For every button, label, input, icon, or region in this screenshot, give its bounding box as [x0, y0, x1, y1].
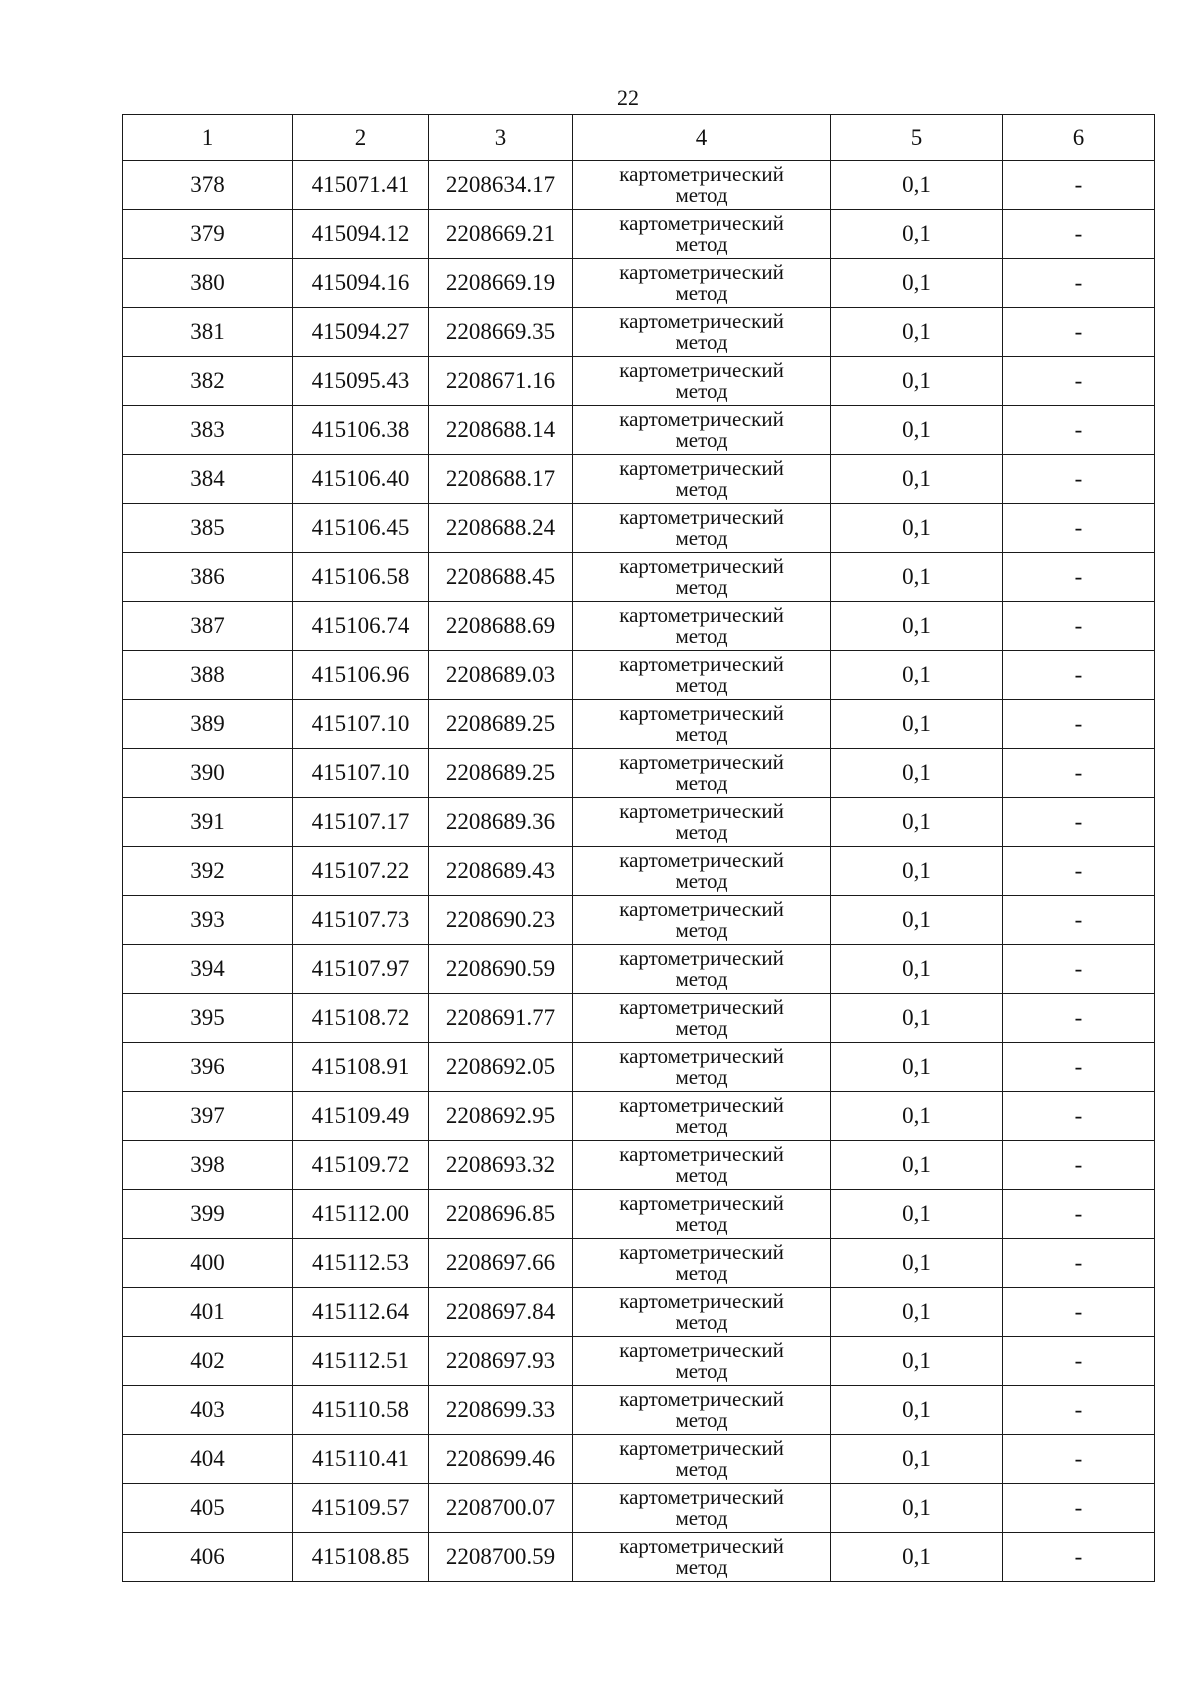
method-line-2: метод	[675, 967, 728, 991]
method-line-2: метод	[675, 575, 728, 599]
method-line-1: картометрический	[619, 1534, 784, 1558]
method-line-1: картометрический	[619, 799, 784, 823]
method-line-1: картометрический	[619, 1093, 784, 1117]
note-cell: -	[1003, 1239, 1155, 1288]
accuracy-cell: 0,1	[831, 1435, 1003, 1484]
accuracy-cell: 0,1	[831, 259, 1003, 308]
coordinate-y-cell: 2208689.25	[429, 749, 573, 798]
point-number-cell: 383	[123, 406, 293, 455]
method-line-1: картометрический	[619, 848, 784, 872]
method-line-1: картометрический	[619, 260, 784, 284]
method-cell	[573, 896, 831, 945]
method-line-2: метод	[675, 232, 728, 256]
coordinate-y-cell: 2208671.16	[429, 357, 573, 406]
table-row	[123, 1288, 1155, 1337]
accuracy-cell: 0,1	[831, 749, 1003, 798]
method-cell	[573, 553, 831, 602]
method-cell	[573, 1190, 831, 1239]
table-row	[123, 1533, 1155, 1582]
method-line-1: картометрический	[619, 1044, 784, 1068]
method-cell	[573, 749, 831, 798]
table-row	[123, 1337, 1155, 1386]
accuracy-cell: 0,1	[831, 1386, 1003, 1435]
coordinate-x-cell: 415107.10	[293, 749, 429, 798]
coordinate-y-cell: 2208634.17	[429, 161, 573, 210]
accuracy-cell: 0,1	[831, 945, 1003, 994]
coordinate-y-cell: 2208690.23	[429, 896, 573, 945]
coordinate-y-cell: 2208697.66	[429, 1239, 573, 1288]
table-row	[123, 259, 1155, 308]
table-row	[123, 1484, 1155, 1533]
method-cell	[573, 161, 831, 210]
method-line-2: метод	[675, 526, 728, 550]
accuracy-cell: 0,1	[831, 455, 1003, 504]
coordinate-y-cell: 2208669.21	[429, 210, 573, 259]
note-cell: -	[1003, 406, 1155, 455]
accuracy-cell: 0,1	[831, 1288, 1003, 1337]
method-line-2: метод	[675, 183, 728, 207]
coordinate-x-cell: 415107.73	[293, 896, 429, 945]
method-line-1: картометрический	[619, 897, 784, 921]
coordinate-x-cell: 415106.45	[293, 504, 429, 553]
coordinate-y-cell: 2208699.46	[429, 1435, 573, 1484]
note-cell: -	[1003, 357, 1155, 406]
method-line-2: метод	[675, 869, 728, 893]
point-number-cell: 388	[123, 651, 293, 700]
coordinate-x-cell: 415109.49	[293, 1092, 429, 1141]
coordinate-y-cell: 2208697.93	[429, 1337, 573, 1386]
note-cell: -	[1003, 1288, 1155, 1337]
method-cell	[573, 994, 831, 1043]
coordinate-y-cell: 2208699.33	[429, 1386, 573, 1435]
point-number-cell: 390	[123, 749, 293, 798]
accuracy-cell: 0,1	[831, 994, 1003, 1043]
table-row	[123, 161, 1155, 210]
note-cell: -	[1003, 1484, 1155, 1533]
coordinate-x-cell: 415109.57	[293, 1484, 429, 1533]
method-line-2: метод	[675, 477, 728, 501]
method-line-1: картометрический	[619, 1338, 784, 1362]
note-cell: -	[1003, 749, 1155, 798]
point-number-cell: 403	[123, 1386, 293, 1435]
note-cell: -	[1003, 1190, 1155, 1239]
coordinate-x-cell: 415110.41	[293, 1435, 429, 1484]
coordinate-x-cell: 415109.72	[293, 1141, 429, 1190]
method-line-1: картометрический	[619, 603, 784, 627]
note-cell: -	[1003, 1435, 1155, 1484]
point-number-cell: 384	[123, 455, 293, 504]
coordinate-y-cell: 2208688.45	[429, 553, 573, 602]
note-cell: -	[1003, 602, 1155, 651]
point-number-cell: 393	[123, 896, 293, 945]
coordinate-x-cell: 415106.40	[293, 455, 429, 504]
table-row	[123, 749, 1155, 798]
method-line-1: картометрический	[619, 1289, 784, 1313]
method-line-1: картометрический	[619, 701, 784, 725]
coordinate-x-cell: 415107.97	[293, 945, 429, 994]
accuracy-cell: 0,1	[831, 602, 1003, 651]
coordinate-x-cell: 415094.16	[293, 259, 429, 308]
accuracy-cell: 0,1	[831, 357, 1003, 406]
method-cell	[573, 847, 831, 896]
method-cell	[573, 504, 831, 553]
table-row	[123, 1043, 1155, 1092]
method-line-2: метод	[675, 1212, 728, 1236]
table-body	[123, 161, 1155, 1582]
method-line-1: картометрический	[619, 162, 784, 186]
accuracy-cell: 0,1	[831, 161, 1003, 210]
coordinate-x-cell: 415094.12	[293, 210, 429, 259]
coordinate-x-cell: 415095.43	[293, 357, 429, 406]
method-line-2: метод	[675, 428, 728, 452]
method-cell	[573, 700, 831, 749]
method-cell	[573, 1239, 831, 1288]
method-line-2: метод	[675, 1016, 728, 1040]
note-cell: -	[1003, 945, 1155, 994]
method-line-1: картометрический	[619, 505, 784, 529]
accuracy-cell: 0,1	[831, 1484, 1003, 1533]
coordinate-x-cell: 415110.58	[293, 1386, 429, 1435]
method-line-2: метод	[675, 1555, 728, 1579]
coordinate-y-cell: 2208693.32	[429, 1141, 573, 1190]
note-cell: -	[1003, 455, 1155, 504]
method-line-1: картометрический	[619, 1387, 784, 1411]
method-cell	[573, 406, 831, 455]
method-line-1: картометрический	[619, 946, 784, 970]
coordinate-x-cell: 415112.00	[293, 1190, 429, 1239]
table-row	[123, 1092, 1155, 1141]
point-number-cell: 397	[123, 1092, 293, 1141]
note-cell: -	[1003, 847, 1155, 896]
method-cell	[573, 210, 831, 259]
point-number-cell: 380	[123, 259, 293, 308]
coordinate-x-cell: 415108.85	[293, 1533, 429, 1582]
method-cell	[573, 651, 831, 700]
method-line-2: метод	[675, 673, 728, 697]
coordinate-y-cell: 2208689.25	[429, 700, 573, 749]
coordinate-x-cell: 415107.10	[293, 700, 429, 749]
coordinate-y-cell: 2208688.14	[429, 406, 573, 455]
accuracy-cell: 0,1	[831, 553, 1003, 602]
method-cell	[573, 1043, 831, 1092]
method-line-2: метод	[675, 1310, 728, 1334]
point-number-cell: 394	[123, 945, 293, 994]
note-cell: -	[1003, 1141, 1155, 1190]
point-number-cell: 404	[123, 1435, 293, 1484]
column-header-1: 1	[123, 115, 293, 161]
method-cell	[573, 308, 831, 357]
method-cell	[573, 798, 831, 847]
table-row	[123, 455, 1155, 504]
point-number-cell: 400	[123, 1239, 293, 1288]
table-row	[123, 798, 1155, 847]
coordinate-y-cell: 2208690.59	[429, 945, 573, 994]
method-line-1: картометрический	[619, 407, 784, 431]
page-number: 22	[617, 85, 639, 110]
table-row	[123, 406, 1155, 455]
coordinate-y-cell: 2208688.17	[429, 455, 573, 504]
method-line-1: картометрический	[619, 211, 784, 235]
table-row	[123, 896, 1155, 945]
coordinate-x-cell: 415106.74	[293, 602, 429, 651]
note-cell: -	[1003, 700, 1155, 749]
method-cell	[573, 1484, 831, 1533]
table-row	[123, 847, 1155, 896]
note-cell: -	[1003, 651, 1155, 700]
method-cell	[573, 1092, 831, 1141]
point-number-cell: 382	[123, 357, 293, 406]
point-number-cell: 399	[123, 1190, 293, 1239]
method-line-1: картометрический	[619, 456, 784, 480]
coordinate-y-cell: 2208669.35	[429, 308, 573, 357]
table-row	[123, 651, 1155, 700]
point-number-cell: 398	[123, 1141, 293, 1190]
point-number-cell: 406	[123, 1533, 293, 1582]
method-line-2: метод	[675, 1408, 728, 1432]
table-row	[123, 1141, 1155, 1190]
accuracy-cell: 0,1	[831, 406, 1003, 455]
method-cell	[573, 1386, 831, 1435]
accuracy-cell: 0,1	[831, 1043, 1003, 1092]
method-line-1: картометрический	[619, 554, 784, 578]
point-number-cell: 401	[123, 1288, 293, 1337]
coordinate-x-cell: 415094.27	[293, 308, 429, 357]
coordinate-x-cell: 415107.22	[293, 847, 429, 896]
method-cell	[573, 357, 831, 406]
note-cell: -	[1003, 210, 1155, 259]
coordinate-y-cell: 2208689.36	[429, 798, 573, 847]
note-cell: -	[1003, 994, 1155, 1043]
method-line-1: картометрический	[619, 309, 784, 333]
method-line-1: картометрический	[619, 1485, 784, 1509]
method-line-2: метод	[675, 1457, 728, 1481]
method-line-2: метод	[675, 771, 728, 795]
accuracy-cell: 0,1	[831, 1337, 1003, 1386]
point-number-cell: 381	[123, 308, 293, 357]
table-row	[123, 210, 1155, 259]
note-cell: -	[1003, 553, 1155, 602]
accuracy-cell: 0,1	[831, 1141, 1003, 1190]
accuracy-cell: 0,1	[831, 651, 1003, 700]
note-cell: -	[1003, 1092, 1155, 1141]
method-cell	[573, 1337, 831, 1386]
coordinate-x-cell: 415106.96	[293, 651, 429, 700]
note-cell: -	[1003, 259, 1155, 308]
accuracy-cell: 0,1	[831, 308, 1003, 357]
coordinate-y-cell: 2208700.07	[429, 1484, 573, 1533]
method-line-2: метод	[675, 1506, 728, 1530]
coordinate-x-cell: 415106.38	[293, 406, 429, 455]
coordinate-y-cell: 2208689.03	[429, 651, 573, 700]
table-row	[123, 945, 1155, 994]
column-header-5: 5	[831, 115, 1003, 161]
coordinate-y-cell: 2208692.05	[429, 1043, 573, 1092]
table-row	[123, 1386, 1155, 1435]
coordinates-table	[122, 114, 1155, 1582]
method-cell	[573, 1533, 831, 1582]
note-cell: -	[1003, 896, 1155, 945]
method-line-2: метод	[675, 1163, 728, 1187]
column-header-4: 4	[573, 115, 831, 161]
table-row	[123, 357, 1155, 406]
point-number-cell: 392	[123, 847, 293, 896]
point-number-cell: 385	[123, 504, 293, 553]
point-number-cell: 378	[123, 161, 293, 210]
accuracy-cell: 0,1	[831, 504, 1003, 553]
point-number-cell: 386	[123, 553, 293, 602]
table-row	[123, 1239, 1155, 1288]
method-line-1: картометрический	[619, 1436, 784, 1460]
table-row	[123, 602, 1155, 651]
accuracy-cell: 0,1	[831, 700, 1003, 749]
table-header-row	[123, 115, 1155, 161]
accuracy-cell: 0,1	[831, 1092, 1003, 1141]
coordinate-x-cell: 415108.91	[293, 1043, 429, 1092]
method-line-1: картометрический	[619, 750, 784, 774]
method-line-2: метод	[675, 330, 728, 354]
note-cell: -	[1003, 1043, 1155, 1092]
point-number-cell: 405	[123, 1484, 293, 1533]
accuracy-cell: 0,1	[831, 847, 1003, 896]
method-cell	[573, 259, 831, 308]
method-line-2: метод	[675, 722, 728, 746]
method-cell	[573, 602, 831, 651]
accuracy-cell: 0,1	[831, 1239, 1003, 1288]
table-row	[123, 308, 1155, 357]
method-cell	[573, 455, 831, 504]
coordinate-y-cell: 2208689.43	[429, 847, 573, 896]
point-number-cell: 387	[123, 602, 293, 651]
table-row	[123, 553, 1155, 602]
table-row	[123, 1190, 1155, 1239]
accuracy-cell: 0,1	[831, 210, 1003, 259]
coordinate-y-cell: 2208691.77	[429, 994, 573, 1043]
method-line-1: картометрический	[619, 652, 784, 676]
note-cell: -	[1003, 504, 1155, 553]
coordinate-x-cell: 415071.41	[293, 161, 429, 210]
coordinate-x-cell: 415112.53	[293, 1239, 429, 1288]
method-line-1: картометрический	[619, 1191, 784, 1215]
coordinate-y-cell: 2208700.59	[429, 1533, 573, 1582]
column-header-3: 3	[429, 115, 573, 161]
column-header-6: 6	[1003, 115, 1155, 161]
column-header-2: 2	[293, 115, 429, 161]
method-line-1: картометрический	[619, 1240, 784, 1264]
note-cell: -	[1003, 1386, 1155, 1435]
method-line-2: метод	[675, 379, 728, 403]
coordinate-y-cell: 2208688.24	[429, 504, 573, 553]
method-line-2: метод	[675, 1261, 728, 1285]
method-line-1: картометрический	[619, 1142, 784, 1166]
method-line-1: картометрический	[619, 995, 784, 1019]
table-row	[123, 700, 1155, 749]
accuracy-cell: 0,1	[831, 1533, 1003, 1582]
coordinate-x-cell: 415112.64	[293, 1288, 429, 1337]
coordinate-y-cell: 2208697.84	[429, 1288, 573, 1337]
accuracy-cell: 0,1	[831, 798, 1003, 847]
method-line-2: метод	[675, 1114, 728, 1138]
accuracy-cell: 0,1	[831, 1190, 1003, 1239]
point-number-cell: 402	[123, 1337, 293, 1386]
point-number-cell: 391	[123, 798, 293, 847]
note-cell: -	[1003, 1337, 1155, 1386]
coordinate-x-cell: 415112.51	[293, 1337, 429, 1386]
method-cell	[573, 1435, 831, 1484]
note-cell: -	[1003, 1533, 1155, 1582]
coordinate-y-cell: 2208692.95	[429, 1092, 573, 1141]
method-cell	[573, 1288, 831, 1337]
method-line-2: метод	[675, 281, 728, 305]
method-line-2: метод	[675, 918, 728, 942]
coordinate-x-cell: 415108.72	[293, 994, 429, 1043]
table-row	[123, 504, 1155, 553]
method-line-2: метод	[675, 820, 728, 844]
point-number-cell: 395	[123, 994, 293, 1043]
point-number-cell: 379	[123, 210, 293, 259]
coordinate-y-cell: 2208688.69	[429, 602, 573, 651]
method-cell	[573, 945, 831, 994]
point-number-cell: 396	[123, 1043, 293, 1092]
method-line-2: метод	[675, 1359, 728, 1383]
method-line-1: картометрический	[619, 358, 784, 382]
point-number-cell: 389	[123, 700, 293, 749]
method-cell	[573, 1141, 831, 1190]
coordinate-x-cell: 415106.58	[293, 553, 429, 602]
table-row	[123, 994, 1155, 1043]
accuracy-cell: 0,1	[831, 896, 1003, 945]
coordinate-y-cell: 2208696.85	[429, 1190, 573, 1239]
table-row	[123, 1435, 1155, 1484]
note-cell: -	[1003, 798, 1155, 847]
method-line-2: метод	[675, 1065, 728, 1089]
method-line-2: метод	[675, 624, 728, 648]
coordinate-y-cell: 2208669.19	[429, 259, 573, 308]
coordinate-x-cell: 415107.17	[293, 798, 429, 847]
note-cell: -	[1003, 161, 1155, 210]
note-cell: -	[1003, 308, 1155, 357]
